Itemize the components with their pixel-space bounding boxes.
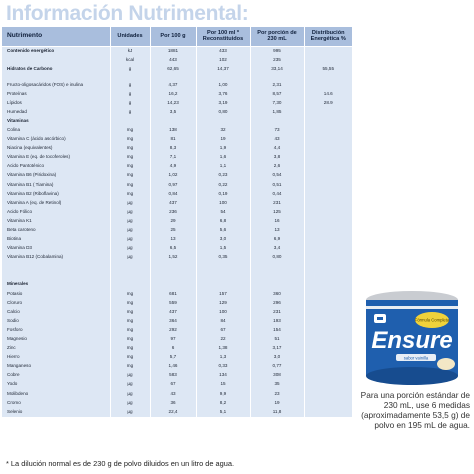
table-row bbox=[2, 180, 352, 189]
cell-por-100g: 437 bbox=[150, 307, 196, 316]
cell-distribucion bbox=[304, 189, 352, 198]
nutrient-name: Niacina (equivalentes) bbox=[2, 144, 110, 153]
cell-por-100ml: 84 bbox=[196, 317, 250, 326]
nutrient-name: Vitaminas bbox=[2, 117, 110, 126]
cell-por-100g: 6 bbox=[150, 344, 196, 353]
cell-por-100ml: 1,6 bbox=[196, 153, 250, 162]
table-row bbox=[2, 199, 352, 208]
nutrient-name: Minerales bbox=[2, 280, 110, 289]
cell-unidades: µg bbox=[110, 244, 150, 253]
cell-por-100ml: 3,0 bbox=[196, 235, 250, 244]
cell-por-porcion: 125 bbox=[250, 208, 304, 217]
header-por-porcion: Por porción de 230 mL bbox=[250, 27, 304, 47]
table-row bbox=[2, 56, 352, 65]
cell-por-100g: 67 bbox=[150, 380, 196, 389]
cell-por-100g: 1,02 bbox=[150, 171, 196, 180]
cell-distribucion bbox=[304, 317, 352, 326]
cell-por-100ml: 67 bbox=[196, 326, 250, 335]
cell-distribucion bbox=[304, 289, 352, 298]
cell-por-porcion: 0,80 bbox=[250, 253, 304, 262]
cell-unidades: g bbox=[110, 80, 150, 89]
nutrient-name: Calcio bbox=[2, 307, 110, 316]
cell-por-100g: 62,65 bbox=[150, 65, 196, 74]
cell-por-porcion: 0,44 bbox=[250, 189, 304, 198]
nutrient-name: Fructo-oligosacáridos (FOS) e inulina bbox=[2, 80, 110, 89]
cell-por-100ml: 14,37 bbox=[196, 65, 250, 74]
cell-por-100ml: 100 bbox=[196, 199, 250, 208]
cell-por-100g: 292 bbox=[150, 326, 196, 335]
table-row bbox=[2, 371, 352, 380]
cell-distribucion bbox=[304, 226, 352, 235]
cell-por-100ml: 5,1 bbox=[196, 407, 250, 416]
cell-distribucion bbox=[304, 298, 352, 307]
table-row bbox=[2, 353, 352, 362]
cell-unidades: µg bbox=[110, 199, 150, 208]
table-row bbox=[2, 162, 352, 171]
cell-por-100ml: 32 bbox=[196, 126, 250, 135]
table-row bbox=[2, 362, 352, 371]
cell-distribucion bbox=[304, 398, 352, 407]
table-row bbox=[2, 389, 352, 398]
nutrient-name: Acido Pantoténico bbox=[2, 162, 110, 171]
nutrient-name: Vitamina E (eq. de tocoferoles) bbox=[2, 153, 110, 162]
page-title: Información Nutrimental: bbox=[6, 2, 249, 25]
cell-por-100g: 14,23 bbox=[150, 98, 196, 107]
nutrient-name: Magnesio bbox=[2, 335, 110, 344]
cell-unidades: µg bbox=[110, 371, 150, 380]
cell-por-porcion: 3,0 bbox=[250, 353, 304, 362]
cell-distribucion bbox=[304, 117, 352, 126]
cell-por-100g: 3,5 bbox=[150, 108, 196, 117]
cell-unidades: mg bbox=[110, 307, 150, 316]
cell-distribucion bbox=[304, 353, 352, 362]
table-row bbox=[2, 65, 352, 74]
cell-unidades bbox=[110, 117, 150, 126]
cell-unidades: µg bbox=[110, 380, 150, 389]
cell-por-porcion: 308 bbox=[250, 371, 304, 380]
table-row bbox=[2, 344, 352, 353]
cell-por-porcion: 13 bbox=[250, 226, 304, 235]
cell-por-100g: 97 bbox=[150, 335, 196, 344]
cell-por-100g: 81 bbox=[150, 135, 196, 144]
vanilla-flower-icon bbox=[437, 358, 455, 370]
cell-por-porcion: 4,4 bbox=[250, 144, 304, 153]
cell-unidades: kcal bbox=[110, 56, 150, 65]
cell-unidades: µg bbox=[110, 389, 150, 398]
cell-por-100ml: 3,19 bbox=[196, 98, 250, 107]
cell-distribucion bbox=[304, 344, 352, 353]
nutrient-name: Biotina bbox=[2, 235, 110, 244]
serving-instructions: Para una porción estándar de 230 mL, use 6 medidas (aproximadamente 53,5 g) de polvo en 195 mL de agua. bbox=[360, 390, 470, 431]
cell-distribucion bbox=[304, 407, 352, 416]
cell-unidades: mg bbox=[110, 335, 150, 344]
nutrient-name: Cobre bbox=[2, 371, 110, 380]
cell-por-porcion: 154 bbox=[250, 326, 304, 335]
cell-por-100g: 6,5 bbox=[150, 244, 196, 253]
cell-por-100g: 7,1 bbox=[150, 153, 196, 162]
cell-por-100ml: 102 bbox=[196, 56, 250, 65]
table-row bbox=[2, 126, 352, 135]
cell-por-porcion: 360 bbox=[250, 289, 304, 298]
cell-por-porcion: 3,8 bbox=[250, 153, 304, 162]
nutrient-name: Zinc bbox=[2, 344, 110, 353]
footnote: * La dilución normal es de 230 g de polvo diluidos en un litro de agua. bbox=[6, 459, 235, 468]
nutrition-table bbox=[2, 27, 352, 417]
table-row bbox=[2, 398, 352, 407]
cell-distribucion bbox=[304, 135, 352, 144]
cell-distribucion bbox=[304, 362, 352, 371]
cell-por-porcion bbox=[250, 280, 304, 289]
table-row bbox=[2, 135, 352, 144]
table-row bbox=[2, 117, 352, 126]
cell-distribucion bbox=[304, 80, 352, 89]
cell-por-100ml: 0,33 bbox=[196, 362, 250, 371]
table-row bbox=[2, 317, 352, 326]
cell-por-100ml: 6,8 bbox=[196, 217, 250, 226]
table-row bbox=[2, 153, 352, 162]
cell-distribucion bbox=[304, 235, 352, 244]
nutrient-name: Vitamina B2 (Riboflavina) bbox=[2, 189, 110, 198]
cell-distribucion bbox=[304, 244, 352, 253]
cell-unidades: mg bbox=[110, 171, 150, 180]
table-row bbox=[2, 407, 352, 416]
table-row bbox=[2, 108, 352, 117]
table-row bbox=[2, 326, 352, 335]
cell-por-100g: 236 bbox=[150, 208, 196, 217]
cell-por-100g: 22,4 bbox=[150, 407, 196, 416]
cell-por-100ml: 1,3 bbox=[196, 353, 250, 362]
cell-por-100ml: 3,76 bbox=[196, 89, 250, 98]
cell-unidades: µg bbox=[110, 235, 150, 244]
table-row bbox=[2, 226, 352, 235]
nutrient-name: Lípidos bbox=[2, 98, 110, 107]
table-row bbox=[2, 253, 352, 262]
cell-por-100g: 0,97 bbox=[150, 180, 196, 189]
cell-unidades: mg bbox=[110, 162, 150, 171]
cell-por-100ml: 0,35 bbox=[196, 253, 250, 262]
table-row bbox=[2, 89, 352, 98]
table-row bbox=[2, 235, 352, 244]
cell-por-100g: 681 bbox=[150, 289, 196, 298]
ensure-can-image bbox=[356, 288, 468, 388]
nutrient-name: Contenido energético bbox=[2, 47, 110, 57]
cell-por-100g: 443 bbox=[150, 56, 196, 65]
cell-por-100ml: 15 bbox=[196, 380, 250, 389]
cell-por-100ml: 19 bbox=[196, 135, 250, 144]
cell-por-100g: 4,37 bbox=[150, 80, 196, 89]
nutrient-name: Humedad bbox=[2, 108, 110, 117]
nutrient-name: Colina bbox=[2, 126, 110, 135]
cell-por-porcion: 0,77 bbox=[250, 362, 304, 371]
cell-unidades: mg bbox=[110, 144, 150, 153]
cell-unidades: kJ bbox=[110, 47, 150, 57]
cell-distribucion: 14.6 bbox=[304, 89, 352, 98]
cell-por-100g: 43 bbox=[150, 389, 196, 398]
nutrient-name: Vitamina D3 bbox=[2, 244, 110, 253]
table-row bbox=[2, 289, 352, 298]
cell-distribucion bbox=[304, 153, 352, 162]
table-row bbox=[2, 298, 352, 307]
abbott-logo bbox=[374, 314, 386, 323]
cell-por-100ml: 0,19 bbox=[196, 189, 250, 198]
nutrient-name: Molibdeno bbox=[2, 389, 110, 398]
cell-distribucion bbox=[304, 108, 352, 117]
cell-por-100g: 1,52 bbox=[150, 253, 196, 262]
cell-por-100ml: 433 bbox=[196, 47, 250, 57]
cell-por-100g: 25 bbox=[150, 226, 196, 235]
nutrient-name: Vitamina B6 (Piridoxina) bbox=[2, 171, 110, 180]
table-row bbox=[2, 217, 352, 226]
cell-unidades: mg bbox=[110, 326, 150, 335]
cell-unidades: mg bbox=[110, 289, 150, 298]
cell-por-porcion: 16 bbox=[250, 217, 304, 226]
cell-distribucion bbox=[304, 56, 352, 65]
brand-logo: Ensure bbox=[371, 327, 453, 354]
nutrient-name: Hierro bbox=[2, 353, 110, 362]
cell-por-porcion: 73 bbox=[250, 126, 304, 135]
table-row bbox=[2, 244, 352, 253]
cell-por-100ml: 0,80 bbox=[196, 108, 250, 117]
cell-distribucion bbox=[304, 253, 352, 262]
nutrient-name: Beta caroteno bbox=[2, 226, 110, 235]
cell-por-100ml: 5,6 bbox=[196, 226, 250, 235]
table-body bbox=[2, 47, 352, 417]
nutrient-name: Vitamina A (eq. de Retinol) bbox=[2, 199, 110, 208]
cell-distribucion bbox=[304, 389, 352, 398]
nutrient-name: Yodo bbox=[2, 380, 110, 389]
table-header bbox=[2, 27, 352, 47]
cell-distribucion bbox=[304, 380, 352, 389]
cell-por-porcion: 43 bbox=[250, 135, 304, 144]
cell-distribucion bbox=[304, 371, 352, 380]
cell-por-100g: 16,2 bbox=[150, 89, 196, 98]
cell-distribucion bbox=[304, 171, 352, 180]
table-row bbox=[2, 307, 352, 316]
cell-por-100g: 138 bbox=[150, 126, 196, 135]
nutrient-name: Vitamina B1 ( Tiamina) bbox=[2, 180, 110, 189]
cell-distribucion bbox=[304, 162, 352, 171]
nutrient-name: Manganeso bbox=[2, 362, 110, 371]
cell-por-porcion: 296 bbox=[250, 298, 304, 307]
cell-por-porcion: 8,57 bbox=[250, 89, 304, 98]
cell-por-porcion: 231 bbox=[250, 199, 304, 208]
cell-por-porcion: 51 bbox=[250, 335, 304, 344]
cell-unidades: mg bbox=[110, 189, 150, 198]
cell-unidades: g bbox=[110, 98, 150, 107]
cell-unidades: µg bbox=[110, 407, 150, 416]
table-row bbox=[2, 98, 352, 107]
cell-por-100ml: 1,1 bbox=[196, 162, 250, 171]
cell-por-100g: 583 bbox=[150, 371, 196, 380]
cell-por-porcion: 23 bbox=[250, 389, 304, 398]
cell-por-100g bbox=[150, 280, 196, 289]
cell-unidades: mg bbox=[110, 317, 150, 326]
header-unidades: Unidades bbox=[110, 27, 150, 47]
cell-unidades: mg bbox=[110, 298, 150, 307]
cell-por-100g: 559 bbox=[150, 298, 196, 307]
cell-por-porcion: 231 bbox=[250, 307, 304, 316]
nutrient-name: Vitamina K1 bbox=[2, 217, 110, 226]
cell-por-100ml: 1,5 bbox=[196, 244, 250, 253]
table-row bbox=[2, 171, 352, 180]
cell-distribucion: 55,55 bbox=[304, 65, 352, 74]
cell-por-porcion: 33,14 bbox=[250, 65, 304, 74]
cell-distribucion bbox=[304, 144, 352, 153]
can-rim bbox=[366, 306, 458, 309]
cell-unidades: mg bbox=[110, 135, 150, 144]
header-por-100g: Por 100 g bbox=[150, 27, 196, 47]
cell-por-100g: 13 bbox=[150, 235, 196, 244]
cell-por-100ml: 0,22 bbox=[196, 180, 250, 189]
nutrient-name: Cromo bbox=[2, 398, 110, 407]
header-distribucion: Distribución Energética % bbox=[304, 27, 352, 47]
cell-unidades: µg bbox=[110, 398, 150, 407]
table-row bbox=[2, 189, 352, 198]
table-row bbox=[2, 208, 352, 217]
nutrient-name: Fosforo bbox=[2, 326, 110, 335]
nutrient-name bbox=[2, 56, 110, 65]
cell-distribucion bbox=[304, 180, 352, 189]
cell-por-100ml: 54 bbox=[196, 208, 250, 217]
cell-por-100ml bbox=[196, 280, 250, 289]
cell-unidades: mg bbox=[110, 153, 150, 162]
cell-unidades: mg bbox=[110, 362, 150, 371]
cell-por-100ml: 9,9 bbox=[196, 389, 250, 398]
header-nutrimento: Nutrimento bbox=[2, 27, 110, 47]
badge-text: Fórmula Completa bbox=[414, 317, 450, 323]
cell-por-100ml: 157 bbox=[196, 289, 250, 298]
cell-por-porcion: 11,8 bbox=[250, 407, 304, 416]
table-row bbox=[2, 47, 352, 57]
cell-por-100g: 8,3 bbox=[150, 144, 196, 153]
cell-distribucion bbox=[304, 217, 352, 226]
cell-por-100ml: 134 bbox=[196, 371, 250, 380]
cell-por-100g: 5,7 bbox=[150, 353, 196, 362]
table-row bbox=[2, 80, 352, 89]
cell-por-porcion: 193 bbox=[250, 317, 304, 326]
nutrient-name: Acido Fólico bbox=[2, 208, 110, 217]
cell-por-porcion: 6,9 bbox=[250, 235, 304, 244]
cell-distribucion bbox=[304, 208, 352, 217]
cell-por-100ml: 0,23 bbox=[196, 171, 250, 180]
cell-por-porcion: 3,4 bbox=[250, 244, 304, 253]
cell-unidades: mg bbox=[110, 180, 150, 189]
nutrient-name: Potasio bbox=[2, 289, 110, 298]
cell-por-porcion: 3,17 bbox=[250, 344, 304, 353]
cell-unidades: mg bbox=[110, 344, 150, 353]
cell-distribucion: 28.9 bbox=[304, 98, 352, 107]
cell-por-100g: 1881 bbox=[150, 47, 196, 57]
flavor-text: sabor vainilla bbox=[403, 355, 429, 361]
nutrient-name: Cloruro bbox=[2, 298, 110, 307]
cell-por-porcion: 7,30 bbox=[250, 98, 304, 107]
table-row bbox=[2, 335, 352, 344]
cell-por-100ml: 100 bbox=[196, 307, 250, 316]
nutrient-name: Sodio bbox=[2, 317, 110, 326]
nutrient-name: Hidratos de Carbono bbox=[2, 65, 110, 74]
cell-por-porcion: 0,54 bbox=[250, 171, 304, 180]
cell-por-porcion: 995 bbox=[250, 47, 304, 57]
cell-por-100ml: 129 bbox=[196, 298, 250, 307]
cell-por-100g: 437 bbox=[150, 199, 196, 208]
cell-por-porcion: 2,31 bbox=[250, 80, 304, 89]
cell-por-porcion: 35 bbox=[250, 380, 304, 389]
cell-por-porcion bbox=[250, 117, 304, 126]
cell-por-100g: 4,9 bbox=[150, 162, 196, 171]
cell-distribucion bbox=[304, 199, 352, 208]
cell-unidades: µg bbox=[110, 226, 150, 235]
cell-por-porcion: 19 bbox=[250, 398, 304, 407]
table-row bbox=[2, 144, 352, 153]
cell-por-porcion: 2,6 bbox=[250, 162, 304, 171]
cell-por-porcion: 0,51 bbox=[250, 180, 304, 189]
cell-unidades: mg bbox=[110, 126, 150, 135]
cell-por-100g: 0,84 bbox=[150, 189, 196, 198]
cell-unidades: mg bbox=[110, 353, 150, 362]
cell-por-porcion: 235 bbox=[250, 56, 304, 65]
cell-por-100ml: 1,38 bbox=[196, 344, 250, 353]
nutrient-name: Selenio bbox=[2, 407, 110, 416]
cell-por-100ml: 1,9 bbox=[196, 144, 250, 153]
cell-unidades: µg bbox=[110, 253, 150, 262]
cell-unidades: µg bbox=[110, 208, 150, 217]
nutrient-name: Vitamina B12 (Cobalamina) bbox=[2, 253, 110, 262]
cell-por-porcion: 1,85 bbox=[250, 108, 304, 117]
cell-por-100g bbox=[150, 117, 196, 126]
cell-distribucion bbox=[304, 335, 352, 344]
cell-distribucion bbox=[304, 307, 352, 316]
cell-por-100ml: 22 bbox=[196, 335, 250, 344]
cell-unidades: µg bbox=[110, 217, 150, 226]
cell-por-100g: 364 bbox=[150, 317, 196, 326]
cell-por-100g: 1,46 bbox=[150, 362, 196, 371]
table-row bbox=[2, 380, 352, 389]
cell-por-100ml: 1,00 bbox=[196, 80, 250, 89]
cell-unidades bbox=[110, 280, 150, 289]
cell-distribucion bbox=[304, 47, 352, 57]
cell-por-100g: 36 bbox=[150, 398, 196, 407]
cell-por-100ml bbox=[196, 117, 250, 126]
header-por-100ml: Por 100 ml * Reconstituidos bbox=[196, 27, 250, 47]
cell-unidades: g bbox=[110, 89, 150, 98]
cell-distribucion bbox=[304, 326, 352, 335]
cell-distribucion bbox=[304, 280, 352, 289]
cell-unidades: g bbox=[110, 65, 150, 74]
cell-unidades: g bbox=[110, 108, 150, 117]
nutrient-name: Vitamina C (ácido ascórbico) bbox=[2, 135, 110, 144]
cell-por-100ml: 8,2 bbox=[196, 398, 250, 407]
cell-por-100g: 29 bbox=[150, 217, 196, 226]
nutrient-name: Proteínas bbox=[2, 89, 110, 98]
cell-distribucion bbox=[304, 126, 352, 135]
table-row bbox=[2, 280, 352, 289]
